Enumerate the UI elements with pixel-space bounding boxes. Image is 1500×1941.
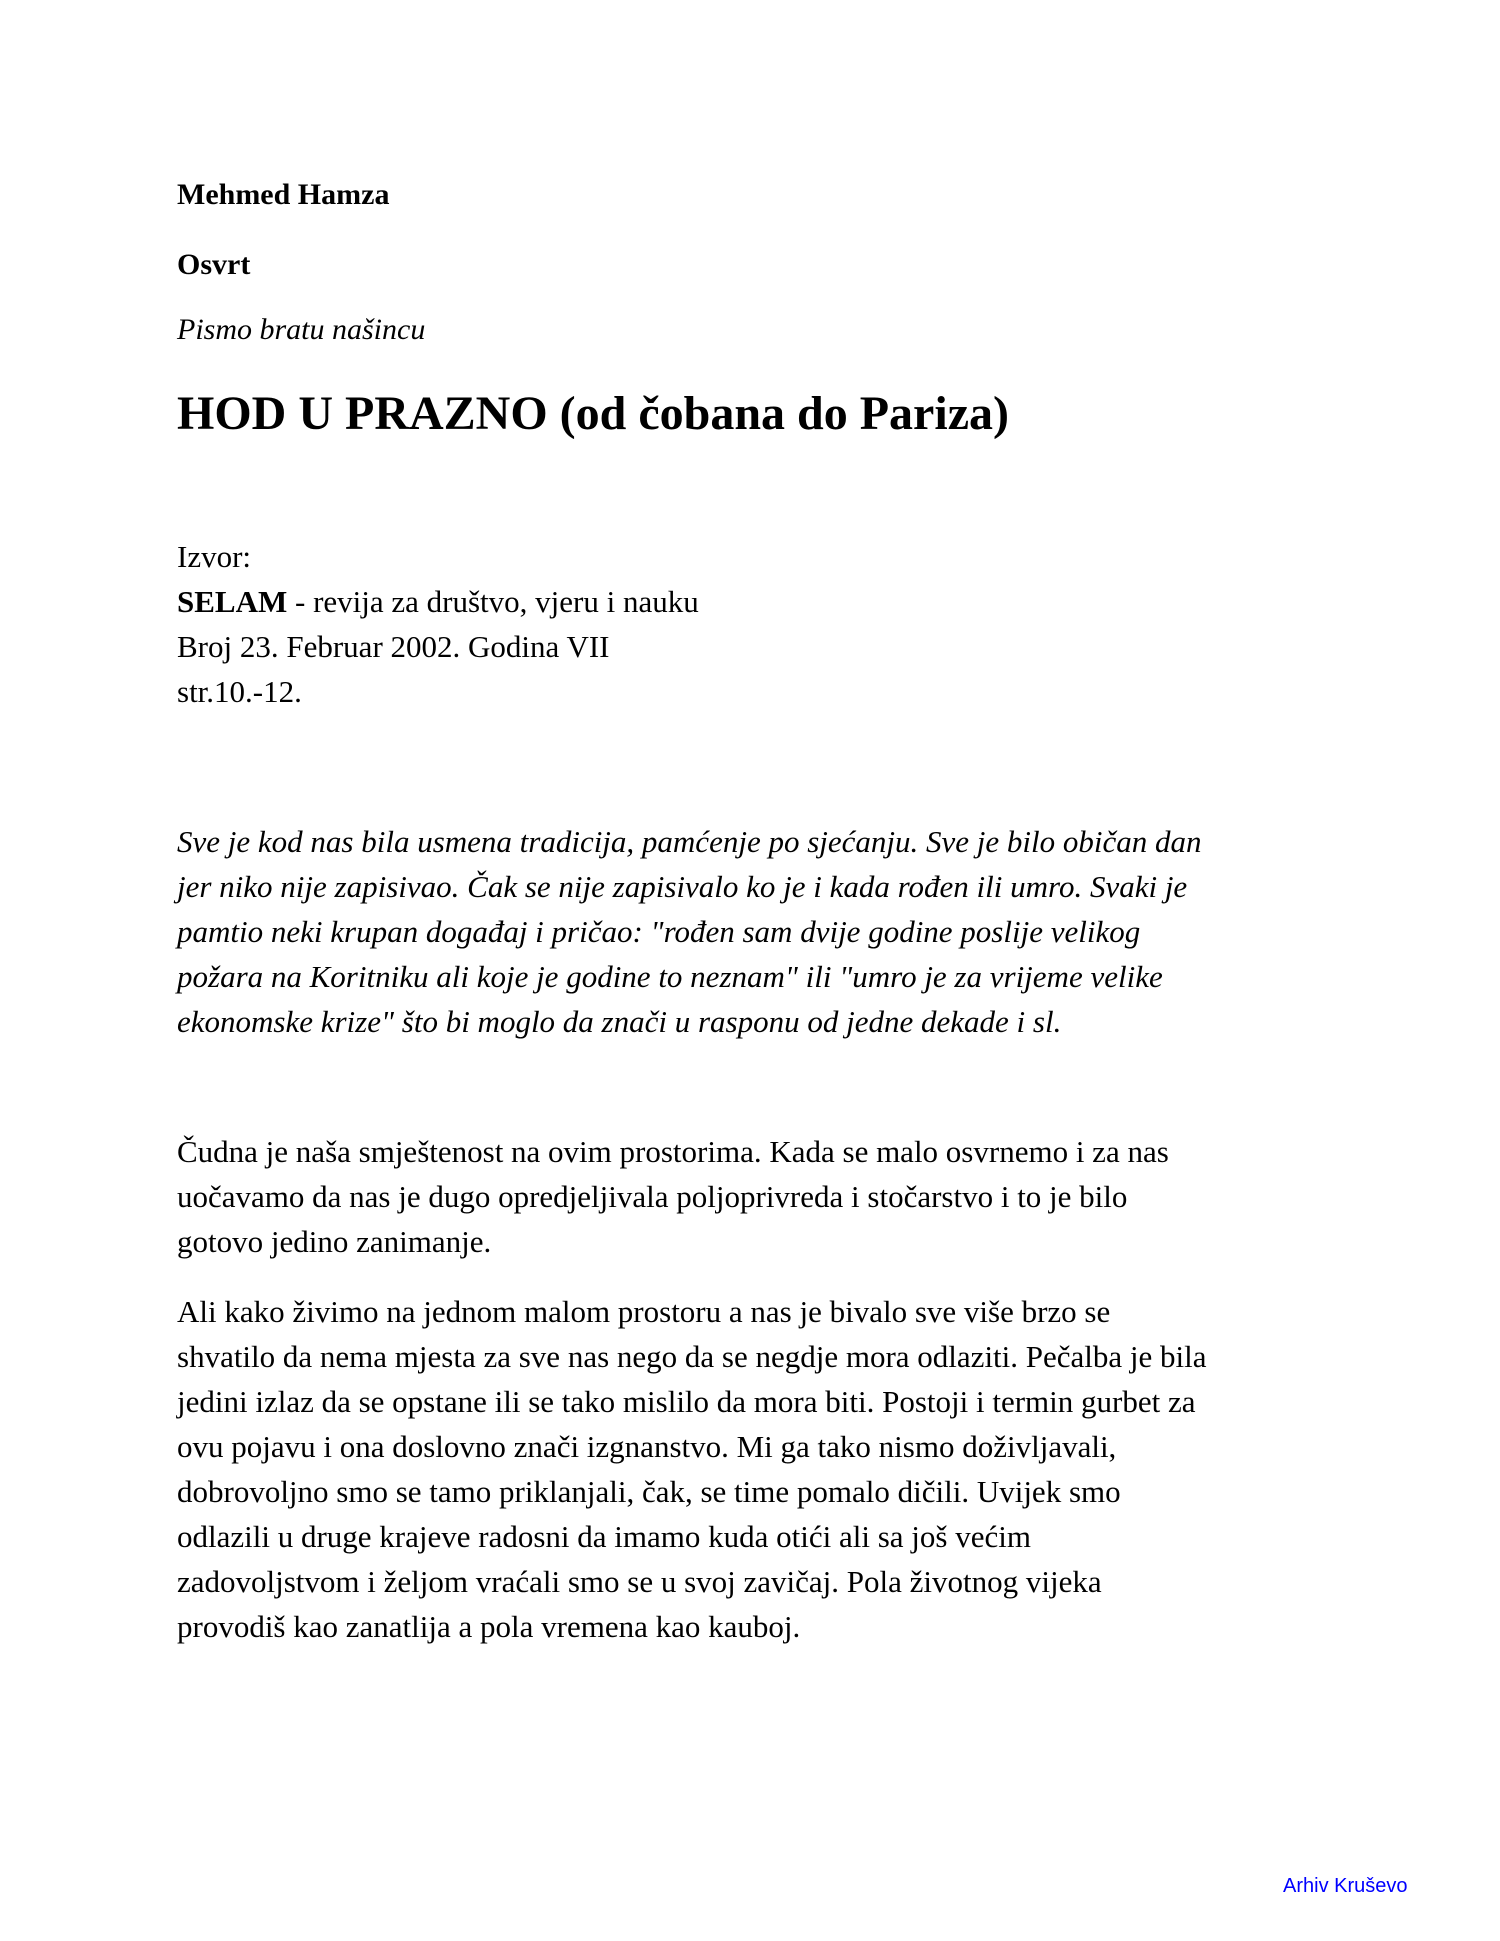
paragraph-line: dobrovoljno smo se tamo priklanjali, čak, se time pomalo dičili. Uvijek smo [177,1474,1121,1509]
quote-line: ekonomske krize" što bi moglo da znači u rasponu od jedne dekade i sl. [177,1004,1062,1039]
source-block [177,534,699,714]
paragraph-line: shvatilo da nema mjesta za sve nas nego da se negdje mora odlaziti. Pečalba je bila [177,1339,1207,1374]
paragraph-line: gotovo jedino zanimanje. [177,1224,492,1259]
archive-link[interactable]: Arhiv Kruševo [1283,1875,1408,1897]
subtitle: Pismo bratu našincu [177,313,426,346]
section-label: Osvrt [177,248,251,281]
quote-line: požara na Koritniku ali koje je godine to neznam" ili "umro je za vrijeme velike [177,959,1163,994]
author-name: Mehmed Hamza [177,178,390,211]
publication-description: - revija za društvo, vjeru i nauku [287,584,699,619]
paragraph-line: Čudna je naša smještenost na ovim prostorima. Kada se malo osvrnemo i za nas [177,1134,1169,1169]
paragraph-line: Ali kako živimo na jednom malom prostoru a nas je bivalo sve više brzo se [177,1294,1111,1329]
body-paragraph-2 [177,1289,1207,1649]
paragraph-line: odlazili u druge krajeve radosni da imamo kuda otići ali sa još većim [177,1519,1031,1554]
paragraph-line: ovu pojavu i ona doslovno znači izgnanstvo. Mi ga tako nismo doživljavali, [177,1429,1117,1464]
source-publication [177,579,699,624]
publication-name: SELAM [177,584,288,619]
source-pages: str.10.-12. [177,674,302,709]
paragraph-line: uočavamo da nas je dugo opredjeljivala poljoprivreda i stočarstvo i to je bilo [177,1179,1128,1214]
body-paragraph-1 [177,1129,1169,1264]
source-issue: Broj 23. Februar 2002. Godina VII [177,629,610,664]
paragraph-line: provodiš kao zanatlija a pola vremena kao kauboj. [177,1609,801,1644]
intro-quote [177,819,1202,1044]
paragraph-line: zadovoljstvom i željom vraćali smo se u svoj zavičaj. Pola životnog vijeka [177,1564,1102,1599]
paragraph-line: jedini izlaz da se opstane ili se tako mislilo da mora biti. Postoji i termin gurbet za [177,1384,1196,1419]
quote-line: pamtio neki krupan događaj i pričao: "rođen sam dvije godine poslije velikog [177,914,1141,949]
source-label: Izvor: [177,539,252,574]
quote-line: Sve je kod nas bila usmena tradicija, pamćenje po sjećanju. Sve je bilo običan dan [177,824,1202,859]
article-title: HOD U PRAZNO (od čobana do Pariza) [177,387,1009,440]
quote-line: jer niko nije zapisivao. Čak se nije zapisivalo ko je i kada rođen ili umro. Svaki je [177,869,1188,904]
